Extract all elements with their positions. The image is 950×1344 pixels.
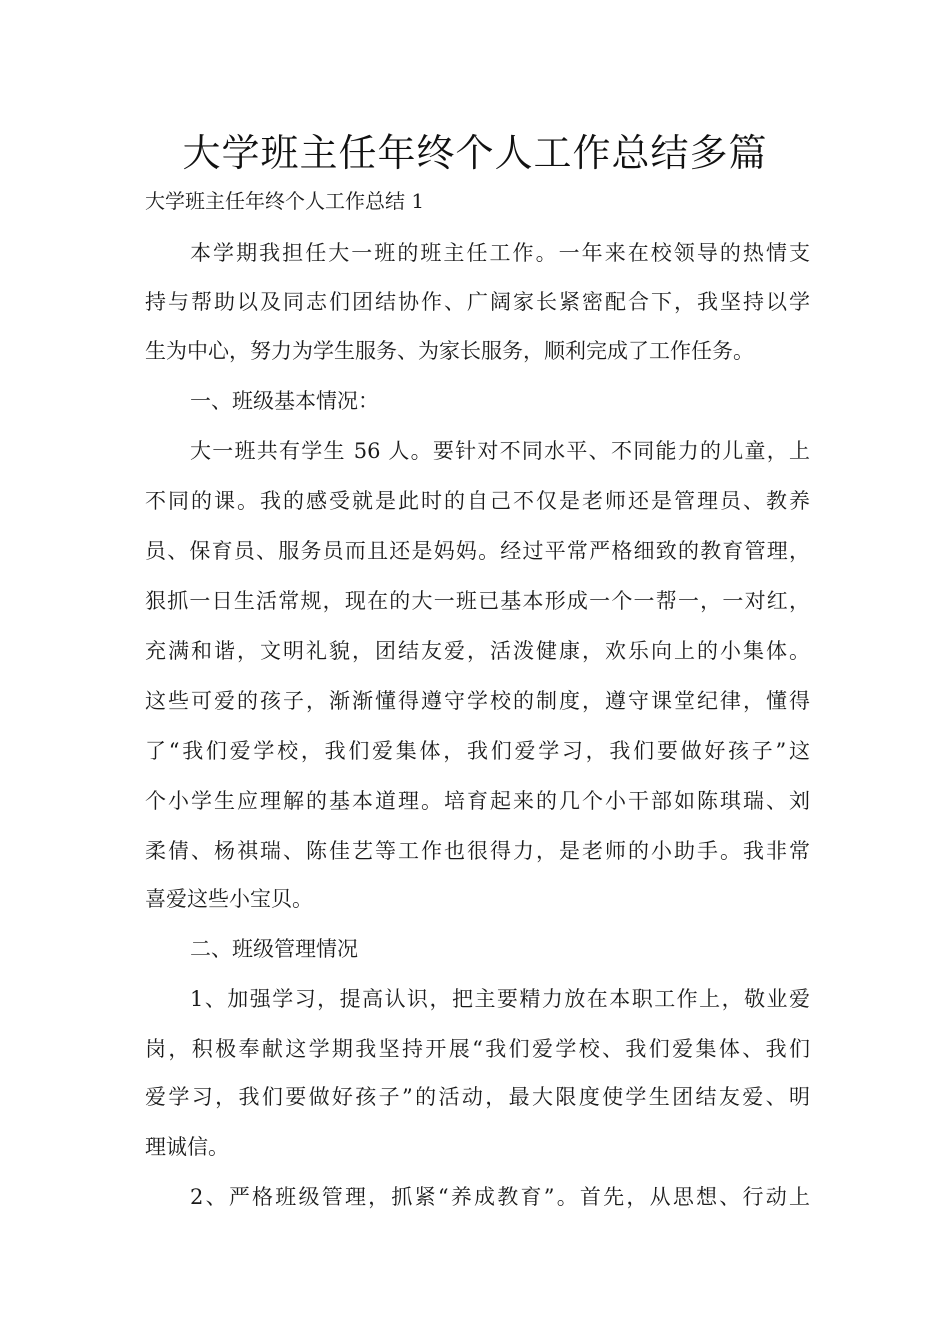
paragraph-line: 生为中心，努力为学生服务、为家长服务，顺利完成了工作任务。	[145, 339, 754, 363]
paragraph-line: 1、加强学习，提高认识，把主要精力放在本职工作上，敬业爱	[190, 987, 810, 1011]
document-title: 大学班主任年终个人工作总结多篇	[182, 131, 768, 175]
paragraph-line: 柔倩、杨祺瑞、陈佳艺等工作也很得力，是老师的小助手。我非常	[145, 839, 810, 863]
paragraph-line: 本学期我担任大一班的班主任工作。一年来在校领导的热情支	[190, 241, 810, 265]
paragraph-line: 2、严格班级管理，抓紧“养成教育”。首先，从思想、行动上	[190, 1185, 810, 1209]
paragraph-line: 狠抓一日生活常规，现在的大一班已基本形成一个一帮一，一对红，	[145, 589, 810, 613]
paragraph-line: 个小学生应理解的基本道理。培育起来的几个小干部如陈琪瑞、刘	[145, 789, 810, 813]
paragraph-line: 员、保育员、服务员而且还是妈妈。经过平常严格细致的教育管理，	[145, 539, 810, 563]
section-heading: 一、班级基本情况：	[190, 389, 379, 413]
paragraph-line: 这些可爱的孩子，渐渐懂得遵守学校的制度，遵守课堂纪律，懂得	[145, 689, 810, 713]
paragraph-line: 充满和谐，文明礼貌，团结友爱，活泼健康，欢乐向上的小集体。	[145, 639, 810, 663]
paragraph-line: 岗，积极奉献这学期我坚持开展“我们爱学校、我们爱集体、我们	[145, 1037, 810, 1061]
paragraph-line: 大一班共有学生 56 人。要针对不同水平、不同能力的儿童，上	[190, 439, 810, 463]
section-heading: 二、班级管理情况	[190, 937, 358, 961]
paragraph-line: 喜爱这些小宝贝。	[145, 887, 313, 911]
paragraph-line: 理诚信。	[145, 1135, 229, 1159]
paragraph-line: 了“我们爱学校，我们爱集体，我们爱学习，我们要做好孩子”这	[145, 739, 810, 763]
section-subtitle: 大学班主任年终个人工作总结 1	[145, 189, 425, 213]
paragraph-line: 爱学习，我们要做好孩子”的活动，最大限度使学生团结友爱、明	[145, 1085, 810, 1109]
paragraph-line: 不同的课。我的感受就是此时的自己不仅是老师还是管理员、教养	[145, 489, 810, 513]
paragraph-line: 持与帮助以及同志们团结协作、广阔家长紧密配合下，我坚持以学	[145, 290, 810, 314]
